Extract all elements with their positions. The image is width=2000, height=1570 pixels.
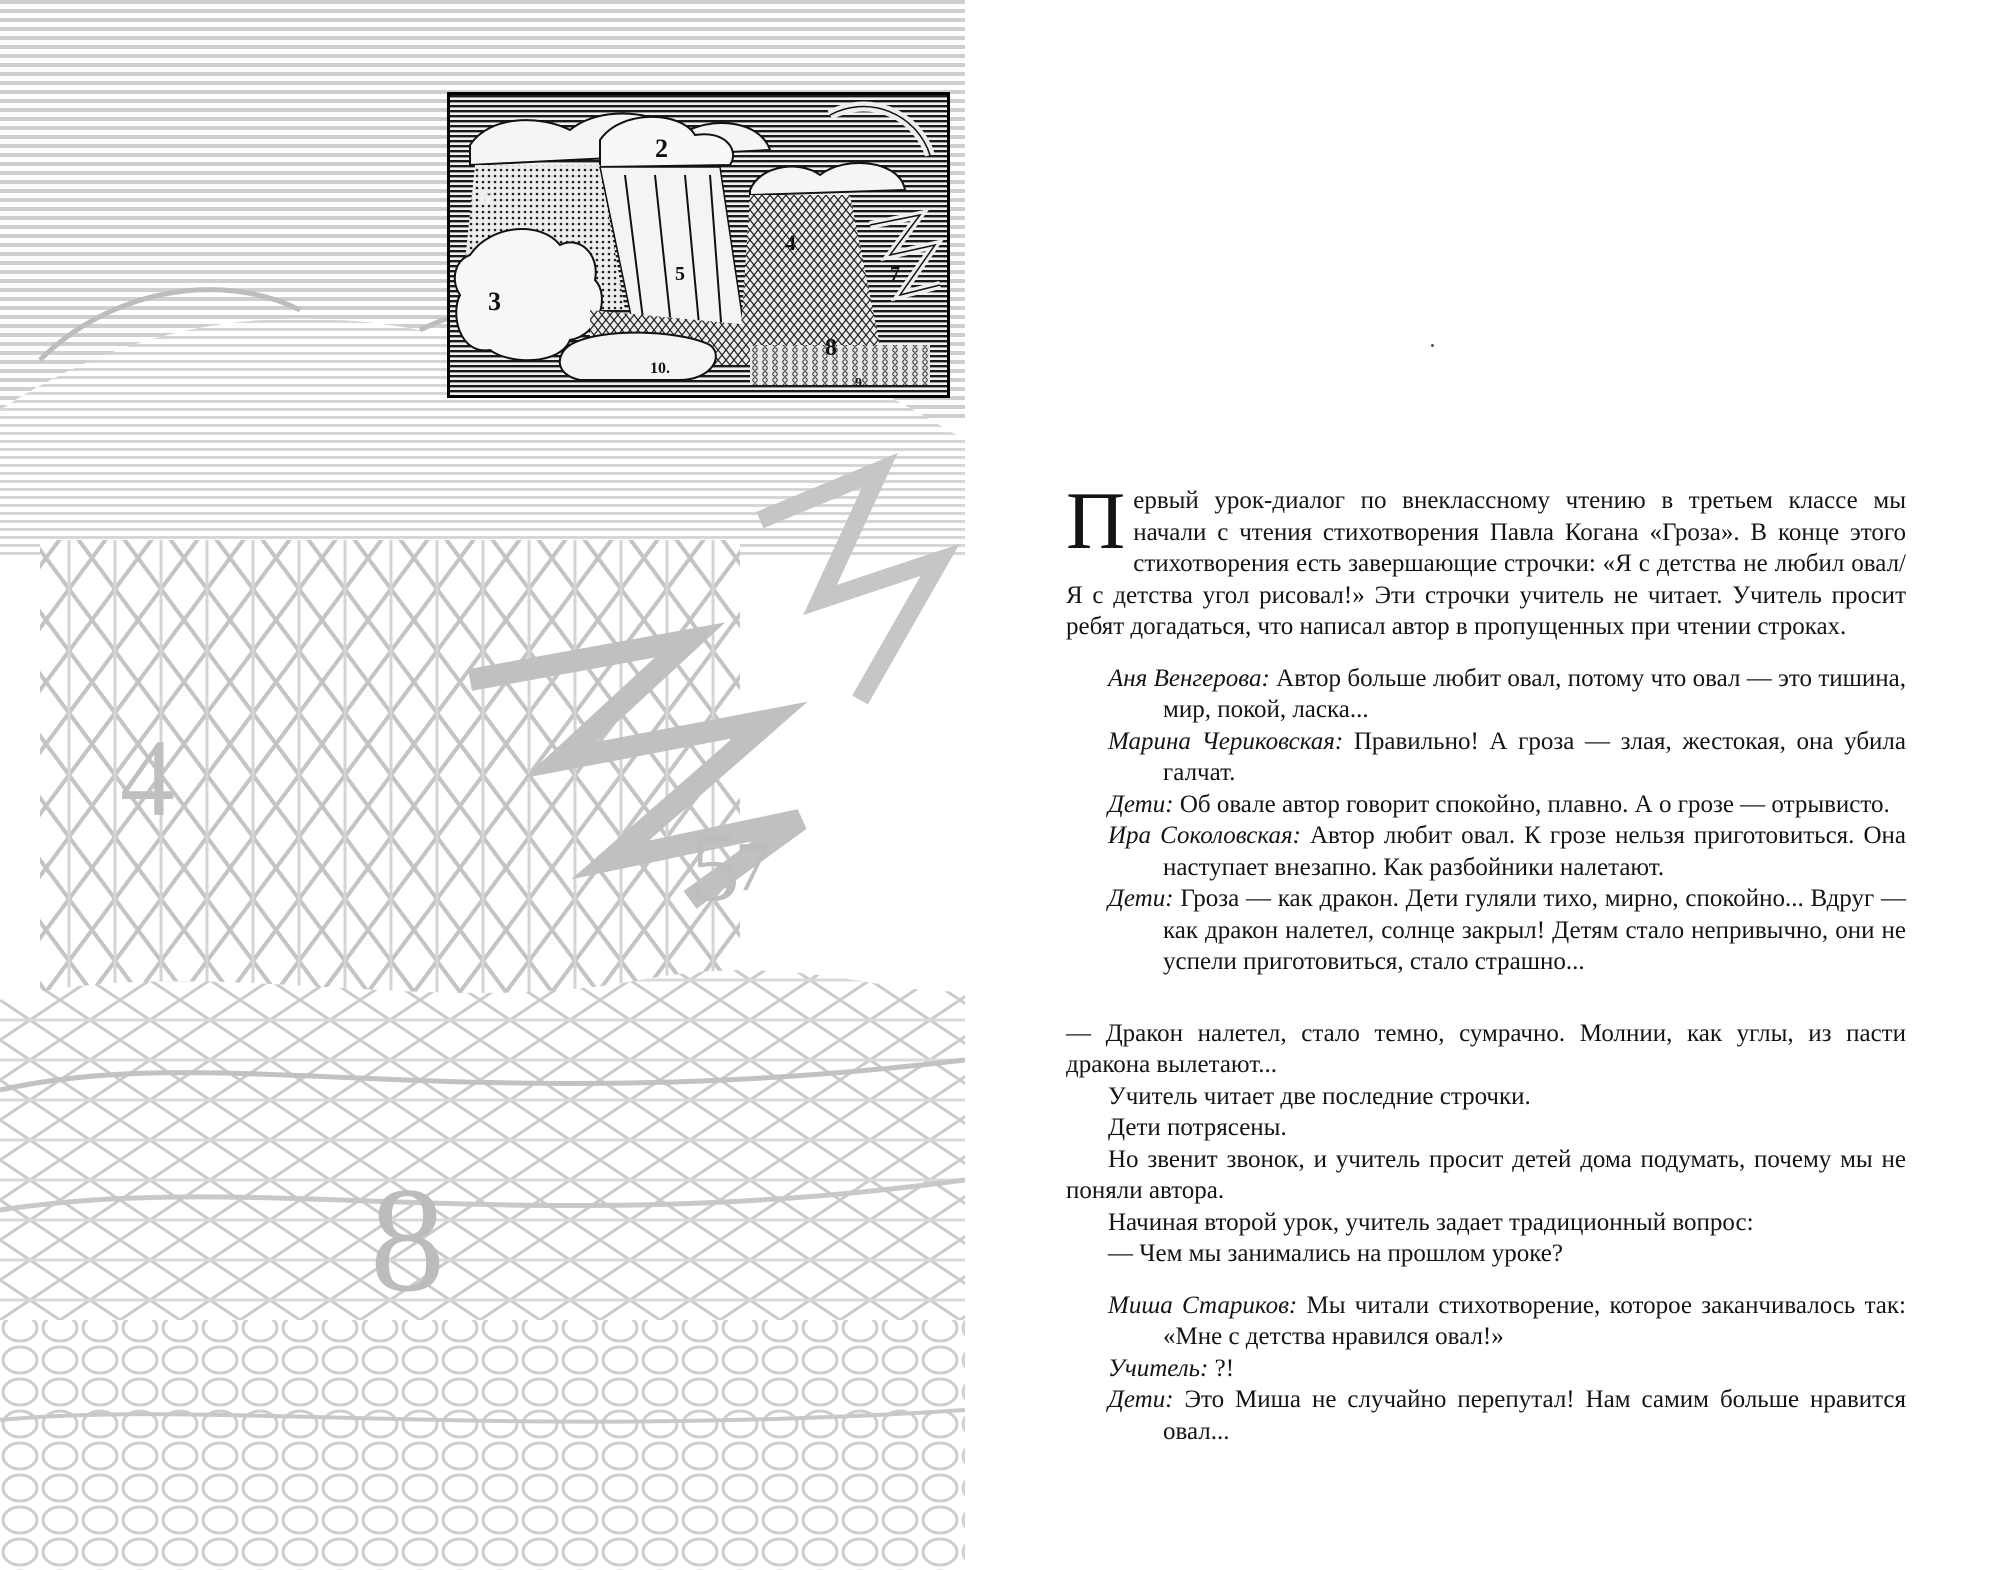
speaker-name: Дети: <box>1108 1386 1174 1413</box>
narration-paragraph: — Дракон налетел, стало темно, сумрачно. Молнии, как углы, из пасти дракона вылетают... <box>1066 1019 1906 1078</box>
engraving-number-5: 5 <box>675 263 685 285</box>
engraving-number-4: 4 <box>785 230 796 255</box>
intro-text: ервый урок-диалог по внеклассному чтению в третьем классе мы начали с чтения стихотворения Павла Когана «Гроза». В конце этого стихотворения есть завершающие строчки: «Я с детства не любил овал/Я с детства угол рисовал!» Эти строчки учитель не читает. Учитель просит ребят догадаться, что написал автор в пропущенных при чтении строках. <box>1066 487 1906 640</box>
dialogue-line <box>1108 1384 1906 1447</box>
engraving-number-6: 6 <box>480 185 491 210</box>
speaker-name: Ира Соколовская: <box>1108 822 1301 849</box>
narration-block <box>1066 1018 1906 1270</box>
dialogue-text: Правильно! А гроза — злая, жестокая, она убила галчат. <box>1163 727 1906 786</box>
speaker-name: Дети: <box>1108 790 1174 818</box>
storm-engraving <box>447 92 950 398</box>
dialogue-text: ?! <box>1208 1354 1235 1382</box>
dialogue-text: Об овале автор говорит спокойно, плавно. А о грозе — отрывисто. <box>1173 790 1890 818</box>
speaker-name: Марина Чериковская: <box>1108 727 1344 755</box>
dialogue-text: Мы читали стихотворение, которое заканчивалось так: «Мне с детства нравился овал!» <box>1163 1291 1906 1350</box>
dialogue-text: Автор любит овал. К грозе нельзя приготовиться. Она наступает внезапно. Как разбойники налетают. <box>1163 822 1906 881</box>
engraving-number-10: 10. <box>650 360 670 377</box>
drop-cap: П <box>1066 475 1126 566</box>
engraving-number-8: 8 <box>825 335 837 361</box>
dialogue-text: Гроза — как дракон. Дети гуляли тихо, мирно, спокойно... Вдруг — как дракон налетел, солнце закрыл! Детям стало непривычно, они не успели приготовиться, стало страшно... <box>1163 885 1906 975</box>
engraving-number-2: 2 <box>655 134 668 163</box>
print-speck <box>1431 344 1434 347</box>
dialogue-line <box>1108 1353 1906 1385</box>
dialogue-line <box>1108 726 1906 789</box>
dialogue-text: Автор больше любит овал, потому что овал — это тишина, мир, покой, ласка... <box>1163 664 1907 723</box>
intro-paragraph <box>1066 475 1906 643</box>
narration-paragraph: Дети потрясены. <box>1108 1114 1287 1141</box>
dialogue-line <box>1108 883 1906 978</box>
dialogue-block-1 <box>1108 663 1906 978</box>
dialogue-block-2 <box>1108 1290 1906 1448</box>
right-page-text <box>1066 475 1907 1447</box>
engraving-number-9: 9 <box>855 376 862 391</box>
narration-paragraph: Начиная второй урок, учитель задает традиционный вопрос: <box>1108 1208 1754 1236</box>
dialogue-line <box>1108 789 1906 821</box>
narration-paragraph: Но звенит звонок, и учитель просит детей дома подумать, почему мы не поняли автора. <box>1066 1145 1906 1204</box>
background-number-5: 5 <box>690 811 740 922</box>
dialogue-line <box>1108 820 1906 883</box>
dialogue-line <box>1108 663 1906 726</box>
left-page-illustration <box>0 0 965 1570</box>
engraving-number-7: 7 <box>890 263 900 285</box>
engraving-drawing <box>450 95 947 395</box>
speaker-name: Аня Венгерова: <box>1108 664 1270 692</box>
dialogue-line <box>1108 1290 1906 1353</box>
narration-paragraph: — Чем мы занимались на прошлом уроке? <box>1108 1240 1563 1267</box>
background-number-4: 4 <box>120 717 175 839</box>
speaker-name: Дети: <box>1108 885 1174 912</box>
speaker-name: Миша Стариков: <box>1108 1291 1298 1319</box>
engraving-number-3: 3 <box>488 287 501 316</box>
background-number-8: 8 <box>370 1157 445 1323</box>
speaker-name: Учитель: <box>1108 1354 1209 1382</box>
dialogue-text: Это Миша не случайно перепутал! Нам самим больше нравится овал... <box>1163 1386 1906 1445</box>
narration-paragraph: Учитель читает две последние строчки. <box>1108 1082 1531 1110</box>
background-number-7: 7 <box>735 829 770 906</box>
